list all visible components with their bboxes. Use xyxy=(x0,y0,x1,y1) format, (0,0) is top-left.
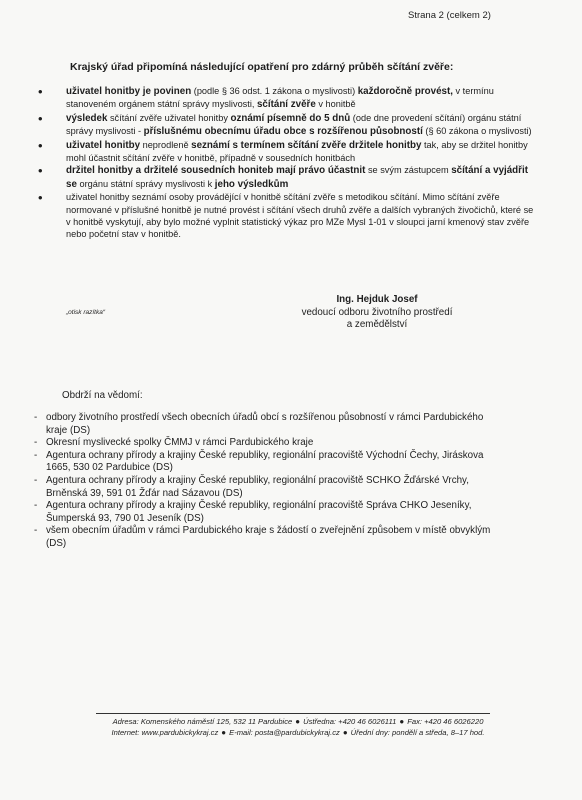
bold-text: seznámí s termínem sčítání zvěře držitele honitby xyxy=(191,139,422,151)
text: (§ 60 zákona o myslivosti) xyxy=(422,126,532,137)
signer-name: Ing. Hejduk Josef xyxy=(336,294,418,305)
cc-item xyxy=(34,437,504,450)
text: (podle § 36 odst. 1 zákona o myslivosti) xyxy=(191,86,358,96)
bold-text: sčítání zvěře xyxy=(256,99,316,111)
footer-line-2 xyxy=(88,728,508,739)
bold-text: držitel honitby a držitelé sousedních honiteb mají právo účastnit xyxy=(66,165,366,177)
measure-item xyxy=(36,191,536,241)
text: se svým zástupcem xyxy=(365,165,452,176)
section-heading: Krajský úřad připomíná následující opatření pro zdárný průběh sčítání zvěře: xyxy=(70,61,454,73)
bullet-icon: • xyxy=(38,190,43,206)
text: orgánu státní správy myslivosti k xyxy=(76,178,215,189)
bullet-icon: ● xyxy=(221,728,227,737)
footer-line-1 xyxy=(88,717,508,728)
dash-marker: - xyxy=(34,525,38,537)
bold-text: příslušnému obecnímu úřadu obce s rozšířenou působností xyxy=(143,126,423,138)
bold-text: každoročně provést, xyxy=(357,86,453,97)
bullet-icon: • xyxy=(38,163,43,179)
text: (ode dne provedení sčítání) orgánu státní správy myslivosti - xyxy=(66,112,522,137)
cc-list xyxy=(34,412,504,551)
bullet-icon: • xyxy=(38,84,43,99)
page-number: Strana 2 (celkem 2) xyxy=(408,10,491,21)
measure-item xyxy=(36,112,536,139)
cc-item-text: Agentura ochrany přírody a krajiny České republiky, regionální pracoviště Správa CHKO Jeseníky, Šumperská 93, 790 01 Jeseník (DS) xyxy=(46,500,472,524)
cc-title: Obdrží na vědomí: xyxy=(62,390,143,401)
bullet-icon: • xyxy=(38,137,43,153)
cc-item xyxy=(34,475,504,500)
footer-email: E-mail: posta@pardubickykraj.cz xyxy=(229,728,340,737)
cc-item xyxy=(34,450,504,475)
bold-text: uživatel honitby xyxy=(66,139,141,151)
bold-text: jeho výsledkům xyxy=(214,178,289,190)
text: neprodleně xyxy=(140,139,192,150)
footer-phone: Ústředna: +420 46 6026111 xyxy=(303,717,397,726)
dash-marker: - xyxy=(34,437,38,449)
text: tak, aby se držitel honitby mohl účastnit sčítání zvěře v honitbě, případně v sousedních honitbách xyxy=(66,139,528,164)
footer-hours: Úřední dny: pondělí a středa, 8–17 hod. xyxy=(350,728,485,737)
cc-item-text: Okresní myslivecké spolky ČMMJ v rámci Pardubického kraje xyxy=(46,437,314,449)
cc-item xyxy=(34,412,504,437)
measure-item xyxy=(36,85,536,112)
footer-divider xyxy=(96,713,490,714)
cc-item xyxy=(34,500,504,525)
bold-text: uživatel honitby je povinen xyxy=(66,86,192,97)
bold-text: oznámí písemně do 5 dnů xyxy=(230,112,351,124)
footer-internet: Internet: www.pardubickykraj.cz xyxy=(111,728,219,737)
cc-item-text: odbory životního prostředí všech obecních úřadů obcí s rozšířenou působností v rámci Pardubického kraje (DS) xyxy=(46,412,484,436)
cc-item-text: všem obecním úřadům v rámci Pardubického kraje s žádostí o zveřejnění způsobem v místě obvyklým (DS) xyxy=(46,525,491,549)
footer-address: Adresa: Komenského náměstí 125, 532 11 Pardubice xyxy=(112,717,293,726)
text: v termínu stanoveném orgánem státní správy myslivosti, xyxy=(66,86,494,110)
measure-item xyxy=(36,164,536,191)
signature-block xyxy=(282,294,472,332)
bullet-icon: ● xyxy=(342,728,348,737)
stamp-placeholder: „otisk razítka“ xyxy=(66,309,106,316)
signer-role-line2: a zemědělství xyxy=(346,319,408,330)
cc-item-text: Agentura ochrany přírody a krajiny České republiky, regionální pracoviště Východní Čechy, Jiráskova 1665, 530 02 Pardubice (DS) xyxy=(46,449,484,474)
bullet-icon: ● xyxy=(295,717,301,726)
dash-marker: - xyxy=(34,500,38,512)
text: sčítání zvěře uživatel honitby xyxy=(107,112,231,123)
dash-marker: - xyxy=(34,474,38,486)
bold-text: sčítání a vyjádřit se xyxy=(66,165,528,190)
footer-fax: Fax: +420 46 6026220 xyxy=(407,717,484,726)
cc-item-text: Agentura ochrany přírody a krajiny České republiky, regionální pracoviště SCHKO Žďárské Vrchy, Brněnská 39, 591 01 Žďár nad Sázavou (DS) xyxy=(46,474,469,499)
measures-list xyxy=(36,85,536,241)
bullet-icon: ● xyxy=(399,717,405,726)
bold-text: výsledek xyxy=(66,112,108,124)
dash-marker: - xyxy=(34,412,38,423)
signer-role-line1: vedoucí odboru životního prostředí xyxy=(301,306,453,318)
text: v honitbě xyxy=(315,99,356,110)
cc-item xyxy=(34,525,504,550)
bullet-icon: • xyxy=(38,110,43,126)
text: uživatel honitby seznámí osoby provádějící v honitbě sčítání zvěře s metodikou sčítání. Mimo sčítání zvěře normované v příslušné honitbě je nutné provést i sčítání všech druhů zvěře a dalších vybraných živočichů, které se v honitbě vyskytují, aby bylo možné vyplnit statistický výkaz pro MZe Mysl 1-01 v sloupci jarní kmenový stav zvěře nebo početní stav v honitbě. xyxy=(66,192,534,240)
measure-item xyxy=(36,139,536,165)
dash-marker: - xyxy=(34,449,38,461)
